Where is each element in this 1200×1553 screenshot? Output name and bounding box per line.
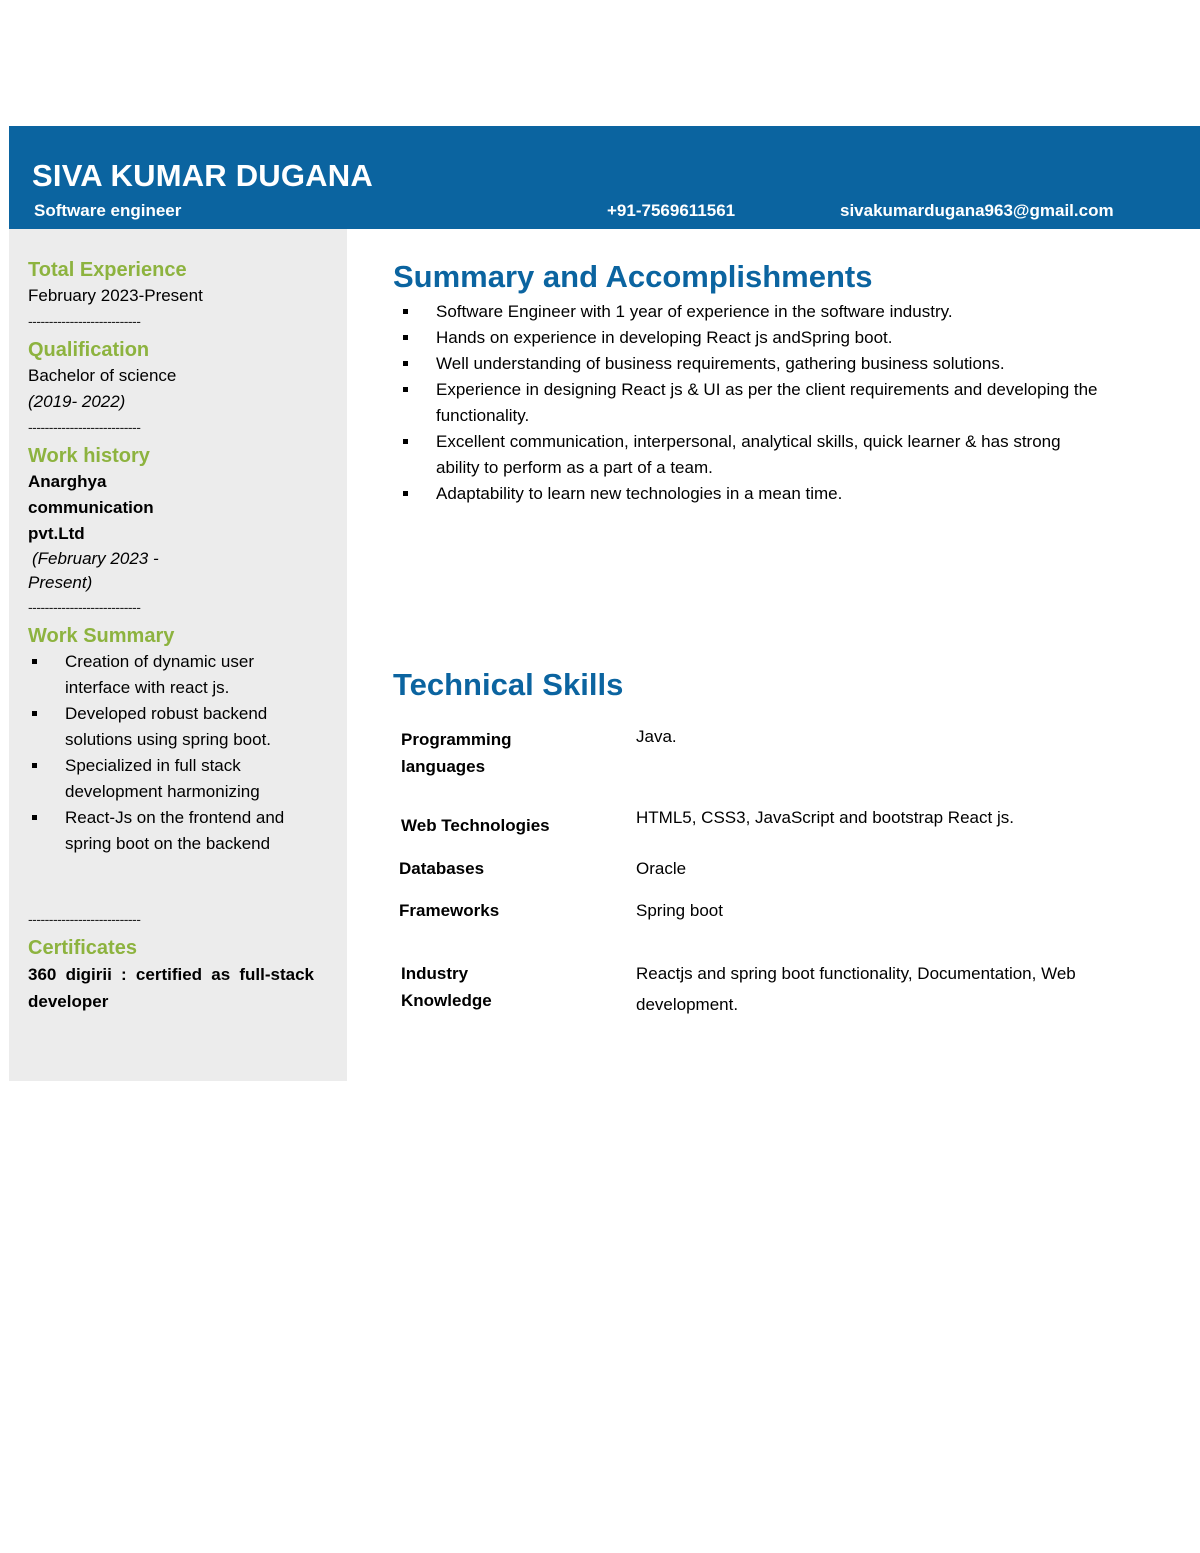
list-item [393,377,1106,429]
work-period-line: (February 2023 - [32,549,159,568]
main-content [393,255,1173,1014]
resume-header [9,126,1200,229]
accomplishments-list [393,299,1173,507]
total-experience-heading: Total Experience [28,259,187,281]
qualification-heading: Qualification [28,339,150,361]
section-divider: --------------------------- [28,313,141,329]
section-divider: --------------------------- [28,599,141,615]
company-name-line: Anarghya [28,472,107,491]
skill-value: Spring boot [636,901,723,920]
work-history-heading: Work history [28,445,150,467]
total-experience-value: February 2023-Present [28,286,203,305]
skill-value: Reactjs and spring boot functionality, Documentation, Web development. [636,964,1076,1014]
skill-label: Industry Knowledge [401,964,492,1010]
list-item-text: Hands on experience in developing React js andSpring boot. [436,328,893,347]
skill-label: Frameworks [399,901,500,920]
list-item-text: React-Js on the frontend and spring boot on the backend [65,808,285,853]
work-period-line: Present) [28,573,93,592]
qualification-degree: Bachelor of science [28,366,177,385]
technical-skills-heading: Technical Skills [393,667,624,702]
certificate-text: 360 digirii : certified as full-stack developer [28,965,314,1011]
company-name-line: pvt.Ltd [28,524,85,543]
skill-value: HTML5, CSS3, JavaScript and bootstrap React js. [636,808,1014,827]
list-item [393,351,1106,377]
square-bullet-icon [32,815,37,820]
list-item-text: Specialized in full stack development harmonizing [65,756,260,801]
list-item [393,481,1106,507]
section-divider: --------------------------- [28,419,141,435]
list-item-text: Excellent communication, interpersonal, analytical skills, quick learner & has strong ability to perform as a part of a team. [436,432,1061,477]
square-bullet-icon [403,491,408,496]
list-item [28,753,317,805]
technical-skills-section [393,663,1173,1014]
skill-label: Web Technologies [401,816,550,835]
company-name-line: communication [28,498,154,517]
square-bullet-icon [32,763,37,768]
skill-label: Programming languages [401,730,512,776]
list-item [393,299,1106,325]
list-item-text: Experience in designing React js & UI as per the client requirements and developing the functionality. [436,380,1098,425]
skill-label: Databases [399,859,485,878]
square-bullet-icon [403,335,408,340]
list-item [393,325,1106,351]
certificates-heading: Certificates [28,937,137,959]
list-item-text: Developed robust backend solutions using spring boot. [65,704,272,749]
phone-number: +91-7569611561 [607,201,736,220]
square-bullet-icon [403,361,408,366]
square-bullet-icon [32,711,37,716]
sidebar-content [28,257,320,1015]
square-bullet-icon [32,659,37,664]
list-item-text: Well understanding of business requirements, gathering business solutions. [436,354,1005,373]
work-summary-list [28,649,320,857]
qualification-years: (2019- 2022) [28,392,126,411]
summary-heading: Summary and Accomplishments [393,259,873,294]
email-address: sivakumardugana963@gmail.com [840,201,1114,220]
candidate-name: SIVA KUMAR DUGANA [32,158,373,193]
work-summary-heading: Work Summary [28,625,175,647]
list-item [28,649,317,701]
list-item [393,429,1106,481]
square-bullet-icon [403,387,408,392]
skill-value: Java. [636,727,677,746]
list-item [28,805,317,857]
section-divider: --------------------------- [28,911,141,927]
square-bullet-icon [403,309,408,314]
list-item-text: Creation of dynamic user interface with react js. [65,652,254,697]
list-item [28,701,317,753]
job-title: Software engineer [34,201,182,220]
sidebar [9,229,347,1081]
list-item-text: Software Engineer with 1 year of experience in the software industry. [436,302,953,321]
square-bullet-icon [403,439,408,444]
list-item-text: Adaptability to learn new technologies in a mean time. [436,484,843,503]
skill-value: Oracle [636,859,687,878]
